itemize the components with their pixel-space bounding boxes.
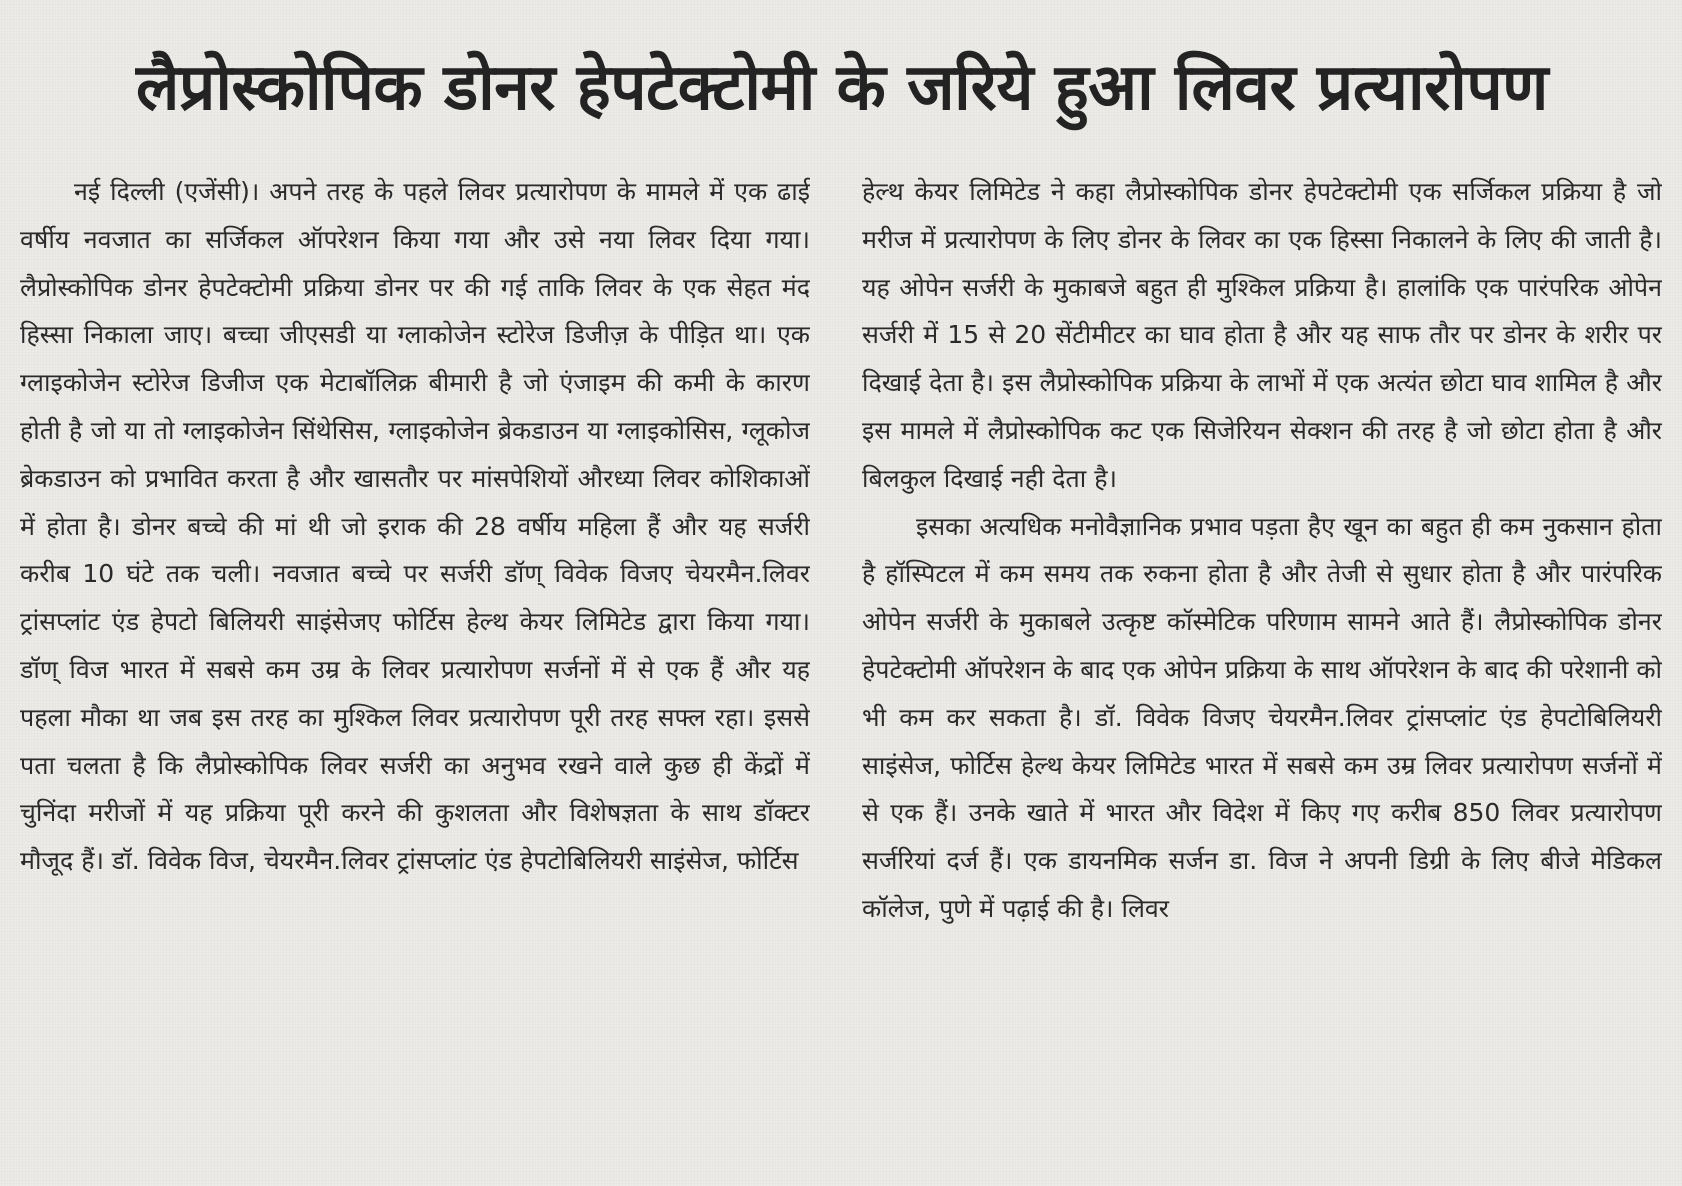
article-column-left bbox=[20, 168, 810, 1168]
article-paragraph: नई दिल्ली (एजेंसी)। अपने तरह के पहले लिवर प्रत्यारोपण के मामले में एक ढाई वर्षीय नवजात का सर्जिकल ऑपरेशन किया गया और उसे नया लिवर दिया गया। लैप्रोस्कोपिक डोनर हेपटेक्टोमी प्रक्रिया डोनर पर की गई ताकि लिवर के एक सेहत मंद हिस्सा निकाला जाए। बच्चा जीएसडी या ग्लाकोजेन स्टोरेज डिजीज़ के पीड़ित था। एक ग्लाइकोजेन स्टोरेज डिजीज एक मेटाबॉलिक्र बीमारी है जो एंजाइम की कमी के कारण होती है जो या तो ग्लाइकोजेन सिंथेसिस, ग्लाइकोजेन ब्रेकडाउन या ग्लाइकोसिस, ग्लूकोज ब्रेकडाउन को प्रभावित करता है और खासतौर पर मांसपेशियों औरध्या लिवर कोशिकाओं में होता है। डोनर बच्चे की मां थी जो इराक की 28 वर्षीय महिला हैं और यह सर्जरी करीब 10 घंटे तक चली। नवजात बच्चे पर सर्जरी डॉण् विवेक विजए चेयरमैन.लिवर ट्रांसप्लांट एंड हेपटो बिलियरी साइंसेजए फोर्टिस हेल्थ केयर लिमिटेड द्वारा किया गया। डॉण् विज भारत में सबसे कम उम्र के लिवर प्रत्यारोपण सर्जनों में से एक हैं और यह पहला मौका था जब इस तरह का मुश्किल लिवर प्रत्यारोपण पूरी तरह सफ्ल रहा। इससे पता चलता है कि लैप्रोस्कोपिक लिवर सर्जरी का अनुभव रखने वाले कुछ ही केंद्रों में चुनिंदा मरीजों में यह प्रक्रिया पूरी करने की कुशलता और विशेषज्ञता के साथ डॉक्टर मौजूद हैं। डॉ. विवेक विज, चेयरमैन.लिवर ट्रांसप्लांट एंड हेपटोबिलियरी साइंसेज, फोर्टिस bbox=[20, 177, 810, 876]
article-paragraph: इसका अत्यधिक मनोवैज्ञानिक प्रभाव पड़ता हैए खून का बहुत ही कम नुकसान होता है हॉस्पिटल में कम समय तक रुकना होता है और तेजी से सुधार होता है और पारंपरिक ओपेन सर्जरी के मुकाबले उत्कृष्ट कॉस्मेटिक परिणाम सामने आते हैं। लैप्रोस्कोपिक डोनर हेपटेक्टोमी ऑपरेशन के बाद एक ओपेन प्रक्रिया के साथ ऑपरेशन के बाद की परेशानी को भी कम कर सकता है। डॉ. विवेक विजए चेयरमैन.लिवर ट्रांसप्लांट एंड हेपटोबिलियरी साइंसेज, फोर्टिस हेल्थ केयर लिमिटेड भारत में सबसे कम उम्र लिवर प्रत्यारोपण सर्जनों में से एक हैं। उनके खाते में भारत और विदेश में किए गए करीब 850 लिवर प्रत्यारोपण सर्जरियां दर्ज हैं। एक डायनमिक सर्जन डा. विज ने अपनी डिग्री के लिए बीजे मेडिकल कॉलेज, पुणे में पढ़ाई की है। लिवर bbox=[862, 511, 1662, 923]
article-column-right bbox=[862, 168, 1662, 1168]
headline: लैप्रोस्कोपिक डोनर हेपटेक्टोमी के जरिये हुआ लिवर प्रत्यारोपण bbox=[136, 51, 1548, 125]
article-paragraph-continued: हेल्थ केयर लिमिटेड ने कहा लैप्रोस्कोपिक डोनर हेपटेक्टोमी एक सर्जिकल प्रक्रिया है जो मरीज में प्रत्यारोपण के लिए डोनर के लिवर का एक हिस्सा निकालने के लिए की जाती है। यह ओपेन सर्जरी के मुकाबजे बहुत ही मुश्किल प्रक्रिया है। हालांकि एक पारंपरिक ओपेन सर्जरी में 15 से 20 सेंटीमीटर का घाव होता है और यह साफ तौर पर डोनर के शरीर पर दिखाई देता है। इस लैप्रोस्कोपिक प्रक्रिया के लाभों में एक अत्यंत छोटा घाव शामिल है और इस मामले में लैप्रोस्कोपिक कट एक सिजेरियन सेक्शन की तरह है जो छोटा होता है और बिलकुल दिखाई नही देता है। bbox=[862, 177, 1662, 493]
